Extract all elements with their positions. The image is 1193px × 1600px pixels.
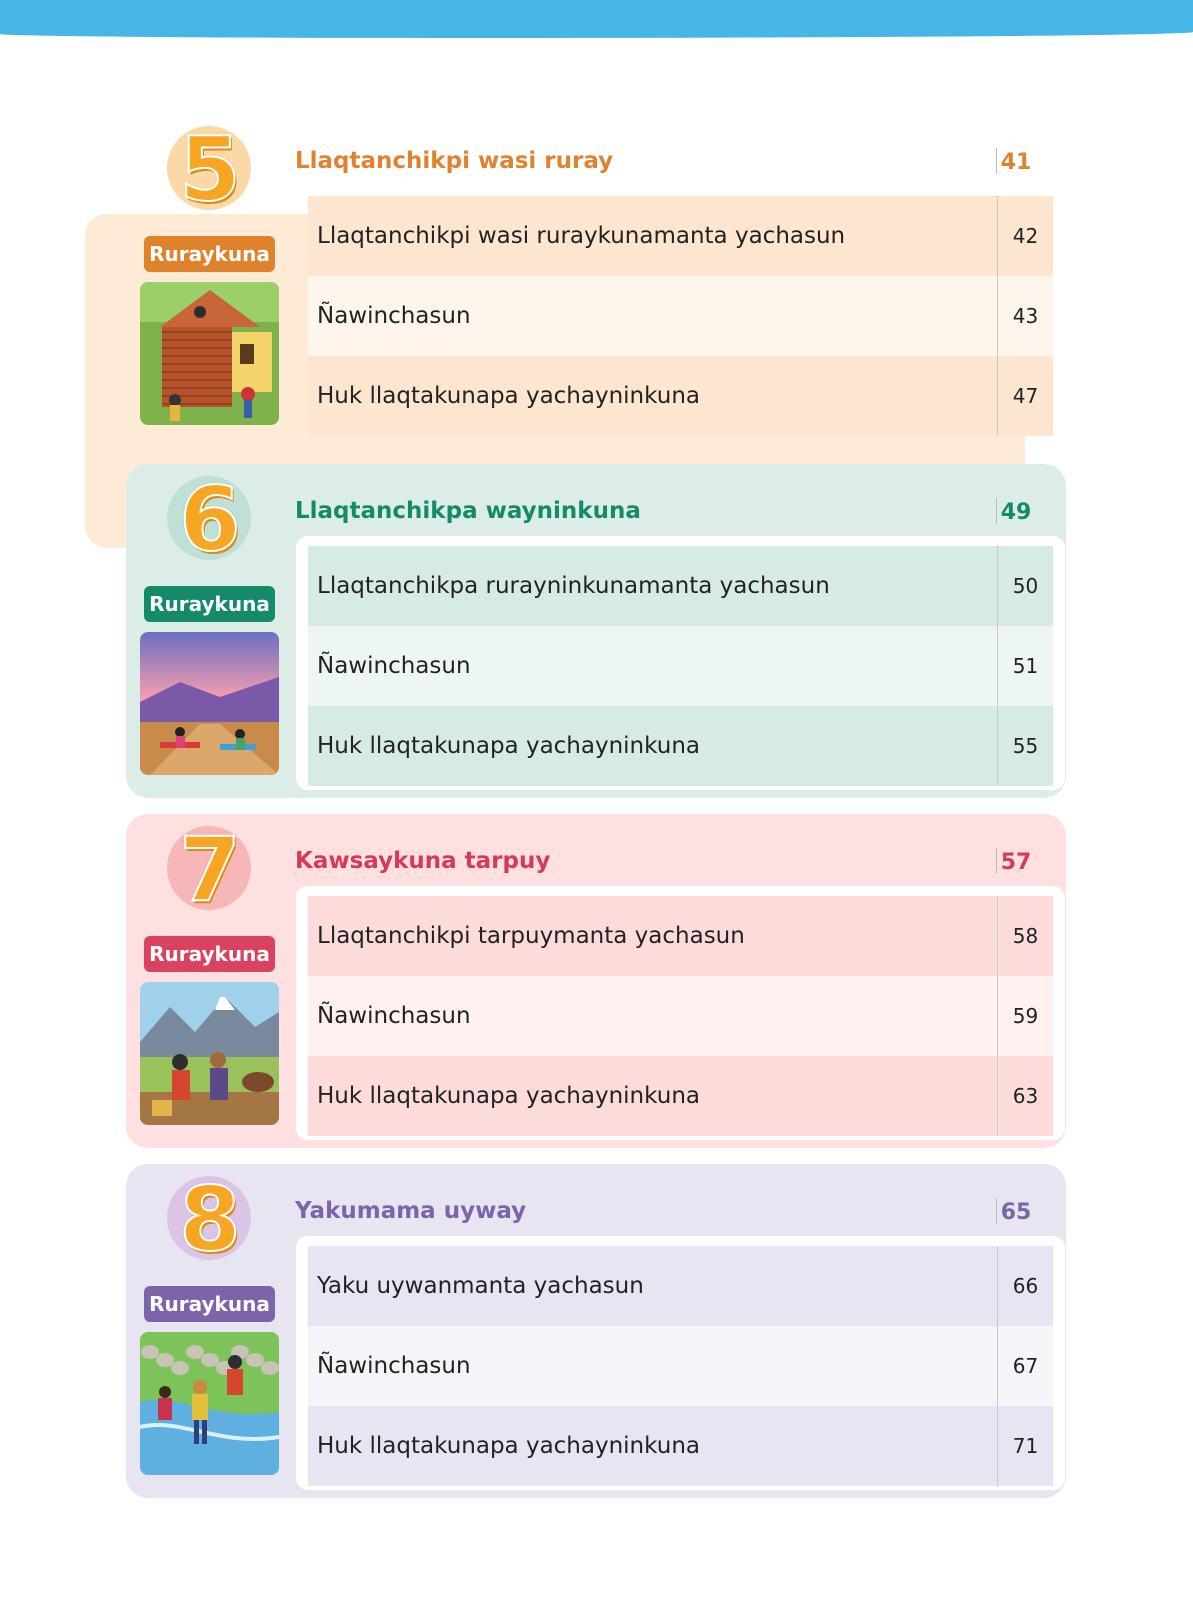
item-label: Huk llaqtakunapa yachayninkuna [317, 733, 700, 759]
item-label: Llaqtanchikpa rurayninkunamanta yachasun [317, 573, 830, 599]
item-page: 43 [997, 276, 1053, 356]
list-item[interactable] [308, 706, 1053, 786]
list-item[interactable] [308, 1406, 1053, 1486]
item-label: Llaqtanchikpi wasi ruraykunamanta yachasun [317, 223, 846, 249]
item-label: Yaku uywanmanta yachasun [317, 1273, 644, 1299]
unit-title[interactable]: Kawsaykuna tarpuy [295, 848, 551, 874]
sunset-market-illustration [140, 632, 279, 775]
unit-title[interactable]: Llaqtanchikpi wasi ruray [295, 148, 614, 174]
list-item[interactable] [308, 1326, 1053, 1406]
item-label: Ñawinchasun [317, 1353, 471, 1379]
unit-number: 8 [179, 1168, 241, 1271]
unit-title-page: 49 [1000, 500, 1032, 525]
item-page: 50 [997, 546, 1053, 626]
house-building-illustration [140, 282, 279, 425]
item-page: 47 [997, 356, 1053, 436]
unit-title[interactable]: Llaqtanchikpa wayninkuna [295, 498, 641, 524]
unit-badge: Ruraykuna [144, 936, 275, 972]
item-label: Huk llaqtakunapa yachayninkuna [317, 383, 700, 409]
unit-number: 5 [179, 118, 241, 221]
item-page: 55 [997, 706, 1053, 786]
item-page: 51 [997, 626, 1053, 706]
item-label: Huk llaqtakunapa yachayninkuna [317, 1433, 700, 1459]
item-label: Ñawinchasun [317, 1003, 471, 1029]
list-item[interactable] [308, 196, 1053, 276]
unit-title[interactable]: Yakumama uyway [295, 1198, 527, 1224]
list-item[interactable] [308, 1246, 1053, 1326]
item-label: Llaqtanchikpi tarpuymanta yachasun [317, 923, 745, 949]
unit-badge: Ruraykuna [144, 1286, 275, 1322]
item-page: 63 [997, 1056, 1053, 1136]
list-item[interactable] [308, 356, 1053, 436]
list-item[interactable] [308, 276, 1053, 356]
unit-title-page: 41 [1000, 150, 1032, 175]
unit-number: 6 [179, 468, 241, 571]
unit-title-page: 57 [1000, 850, 1032, 875]
item-page: 59 [997, 976, 1053, 1056]
river-water-illustration [140, 1332, 279, 1475]
item-page: 66 [997, 1246, 1053, 1326]
unit-number: 7 [179, 818, 241, 921]
item-page: 67 [997, 1326, 1053, 1406]
item-page: 42 [997, 196, 1053, 276]
farmers-planting-illustration [140, 982, 279, 1125]
unit-badge: Ruraykuna [144, 236, 275, 272]
item-label: Ñawinchasun [317, 653, 471, 679]
item-page: 71 [997, 1406, 1053, 1486]
unit-badge: Ruraykuna [144, 586, 275, 622]
item-label: Huk llaqtakunapa yachayninkuna [317, 1083, 700, 1109]
list-item[interactable] [308, 1056, 1053, 1136]
item-page: 58 [997, 896, 1053, 976]
list-item[interactable] [308, 546, 1053, 626]
list-item[interactable] [308, 976, 1053, 1056]
unit-title-page: 65 [1000, 1200, 1032, 1225]
top-banner [0, 0, 1193, 38]
list-item[interactable] [308, 896, 1053, 976]
item-label: Ñawinchasun [317, 303, 471, 329]
list-item[interactable] [308, 626, 1053, 706]
